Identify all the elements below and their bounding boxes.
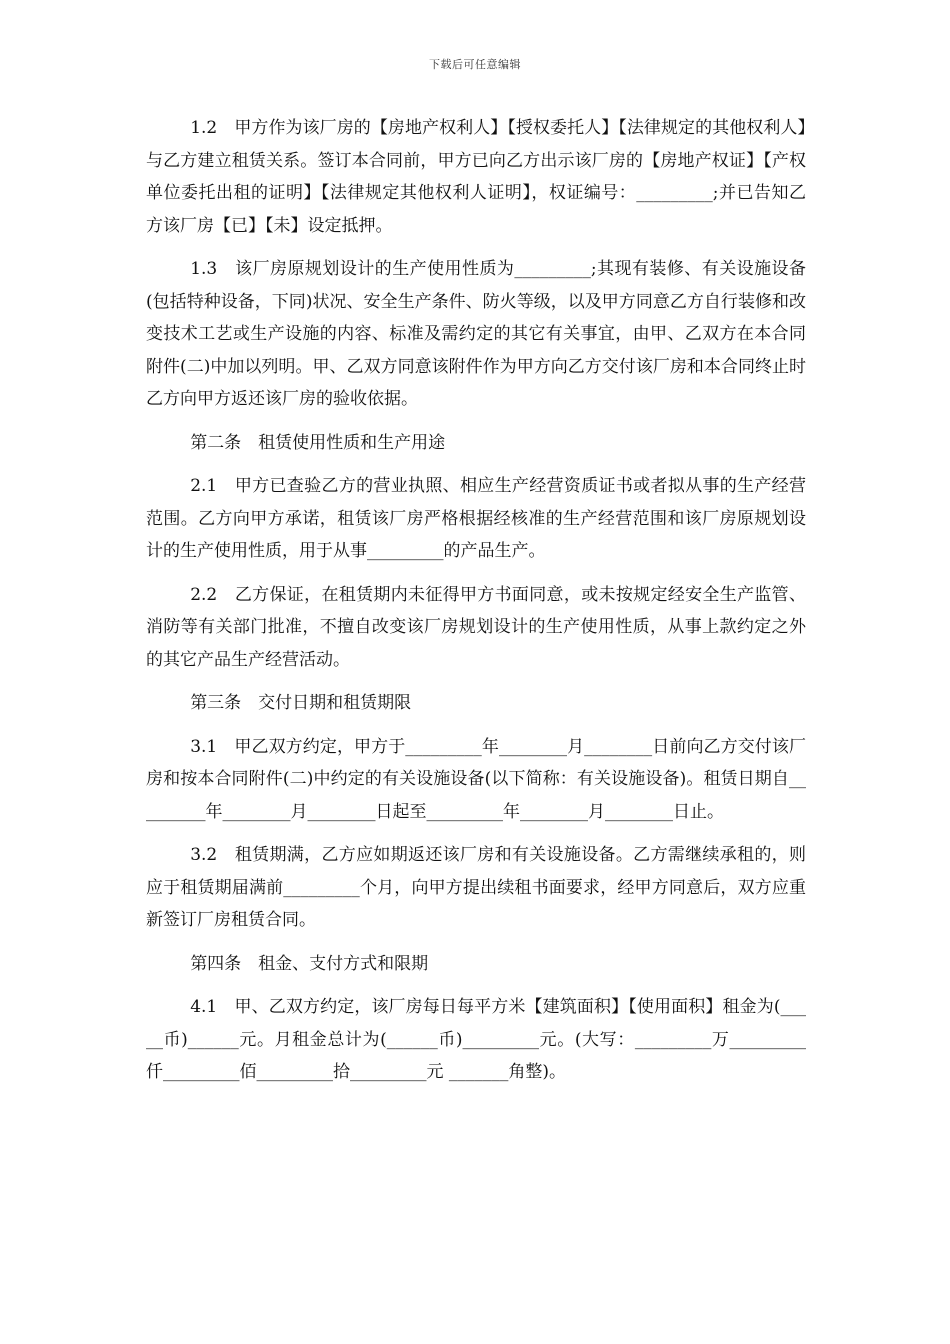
page-header: 下载后可任意编辑 — [429, 58, 521, 71]
clause-2-2: 2.2 乙方保证，在租赁期内未征得甲方书面同意，或未按规定经安全生产监管、消防等有关部门批准，不擅自改变该厂房规划设计的生产使用性质，从事上款约定之外的其它产品生产经营活动。 — [146, 584, 806, 670]
document-body — [146, 112, 806, 1100]
article-2-heading: 第二条 租赁使用性质和生产用途 — [190, 432, 446, 453]
clause-3-1: 3.1 甲乙双方约定，甲方于_________年________月________日前向乙方交付该厂房和按本合同附件(二)中约定的有关设施设备(以下简称：有关设施设备)。租赁日期自_________年________月________日起至_________年________月________日止。 — [146, 736, 806, 822]
clause-2-1: 2.1 甲方已查验乙方的营业执照、相应生产经营资质证书或者拟从事的生产经营范围。乙方向甲方承诺，租赁该厂房严格根据经核准的生产经营范围和该厂房原规划设计的生产使用性质，用于从事_________的产品生产。 — [146, 476, 806, 561]
clause-1-3: 1.3 该厂房原规划设计的生产使用性质为_________;其现有装修、有关设施设备(包括特种设备，下同)状况、安全生产条件、防火等级，以及甲方同意乙方自行装修和改变技术工艺或生产设施的内容、标准及需约定的其它有关事宜，由甲、乙双方在本合同附件(二)中加以列明。甲、乙双方同意该附件作为甲方向乙方交付该厂房和本合同终止时乙方向甲方返还该厂房的验收依据。 — [146, 259, 806, 409]
clause-3-2: 3.2 租赁期满，乙方应如期返还该厂房和有关设施设备。乙方需继续承租的，则应于租赁期届满前_________个月，向甲方提出续租书面要求，经甲方同意后，双方应重新签订厂房租赁合同。 — [146, 845, 806, 930]
clause-4-1: 4.1 甲、乙双方约定，该厂房每日每平方米【建筑面积】【使用面积】租金为(_____币)______元。月租金总计为(______币)_________元。(大写：_________万_________仟_________佰_________拾_________元 _______角整)。 — [146, 997, 806, 1082]
clause-1-2: 1.2 甲方作为该厂房的【房地产权利人】【授权委托人】【法律规定的其他权利人】与乙方建立租赁关系。签订本合同前，甲方已向乙方出示该厂房的【房地产权证】【产权单位委托出租的证明】【法律规定其他权利人证明】，权证编号：_________;并已告知乙方该厂房【已】【未】设定抵押。 — [146, 118, 806, 236]
article-4-heading: 第四条 租金、支付方式和限期 — [190, 953, 429, 974]
article-3-heading: 第三条 交付日期和租赁期限 — [190, 693, 412, 713]
